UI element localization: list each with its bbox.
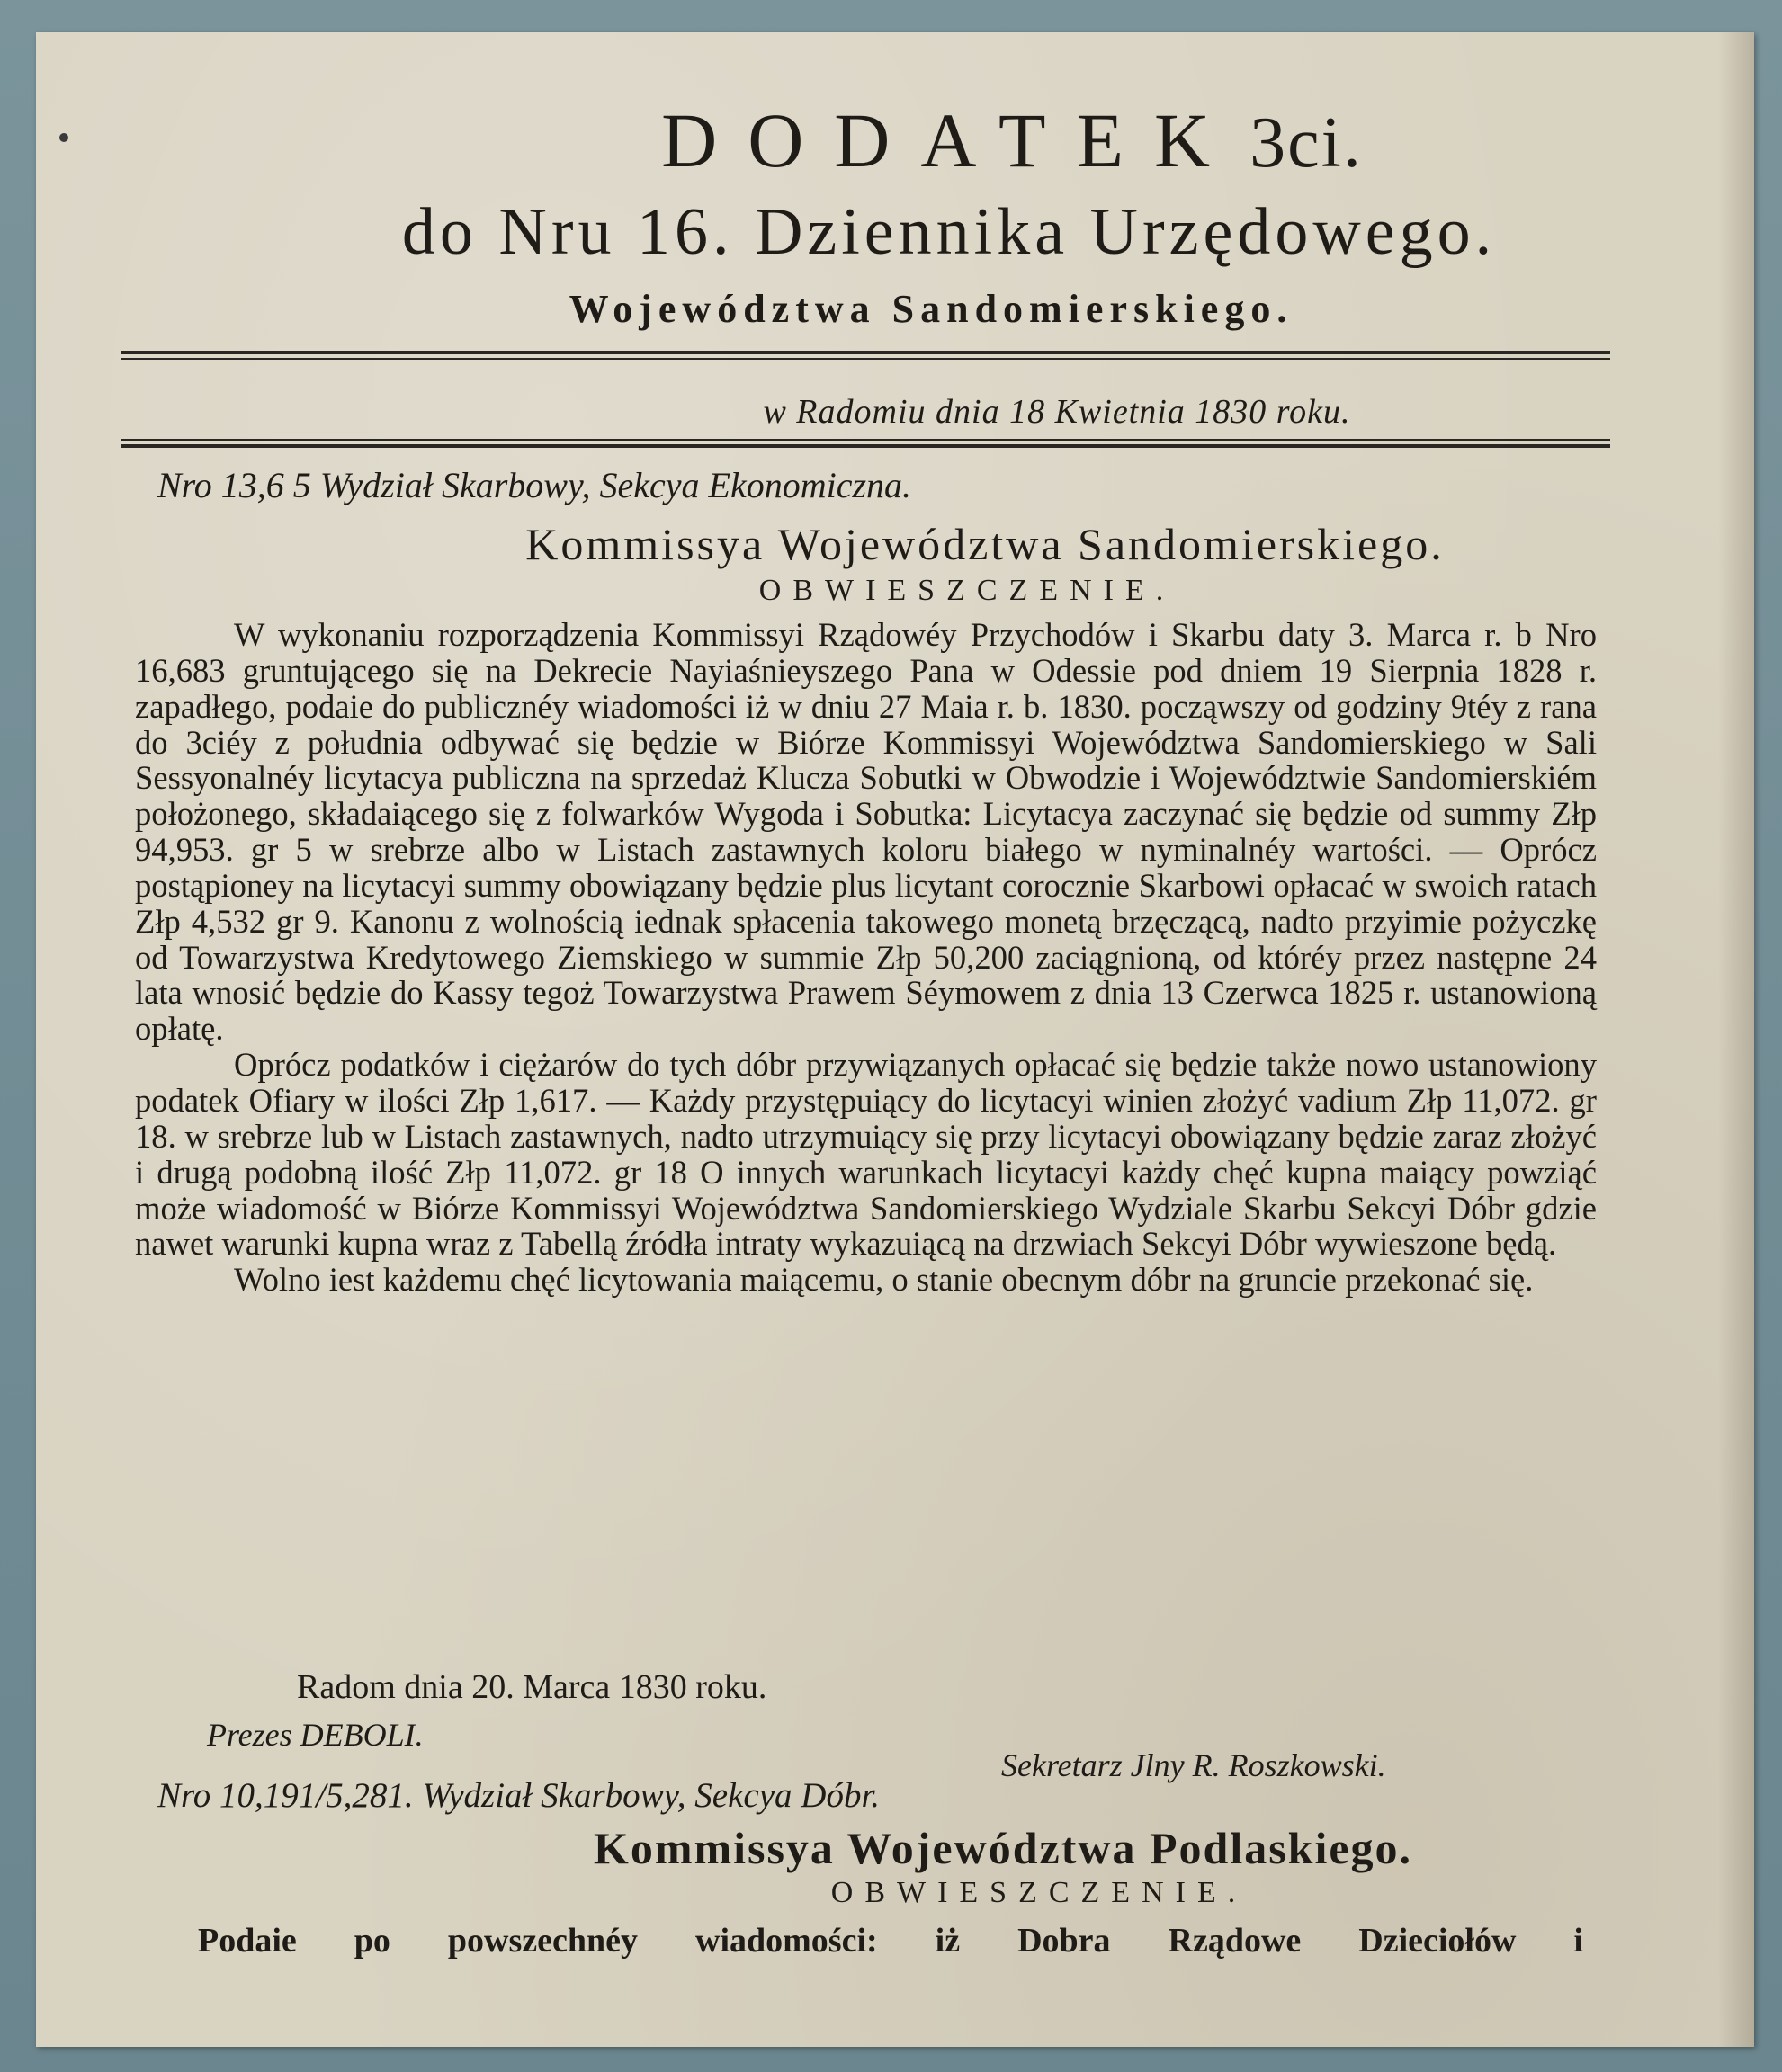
notice1-paragraph-3: Wolno iest każdemu chęć licytowania maiącemu, o stanie obecnym dóbr na gruncie przekonać się. (234, 1261, 1534, 1299)
header-rule-bottom-thick (121, 444, 1610, 448)
notice1-paragraph-1: W wykonaniu rozporządzenia Kommissyi Rządowéy Przychodów i Skarbu daty 3. Marca r. b Nro 16,683 gruntującego się na Dekrecie Nayiaśnieyszego Pana w Odessie pod dniem 19 Sierpnia 1828 r. zapadłego, podaie do publicznéy wiadomości iż w dniu 27 Maia r. b. 1830. począwszy od godziny 9téy z rana do 3ciéy z południa odbywać się będzie w Biórze Kommissyi Województwa Sandomierskiego w Sali Sessyonalnéy licytacya publiczna na sprzedaż Klucza Sobutki w Obwodzie i Województwie Sandomierskiém położonego, składaiącego się z folwarków Wygoda i Sobutka: Licytacya zaczynać się będzie od summy Złp 94,953. gr 5 w srebrze albo w Listach zastawnych koloru białego w nyminalnéy wartości. — Oprócz postąpioney na licytacyi summy obowiązany będzie plus licytant corocznie Skarbowi opłacać w swoich ratach Złp 4,532 gr 9. Kanonu z wolnością iednak spłacenia takowego monetą brzęczącą, nadto przyimie pożyczkę od Towarzystwa Kredytowego Ziemskiego w summie Złp 50,200 zaciągnioną, od któréy przez następne 24 lata wnosić będzie do Kassy tegoż Towarzystwa Prawem Séymowem z dnia 13 Czerwca 1825 r. ustanowioną opłatę. (135, 616, 1597, 1048)
notice1-place-date: Radom dnia 20. Marca 1830 roku. (297, 1668, 767, 1706)
notice1-body (135, 617, 1597, 1298)
notice1-commission: Kommissya Województwa Sandomierskiego. (525, 519, 1445, 569)
title-region: Województwa Sandomierskiego. (569, 287, 1294, 331)
notice2-first-line: Podaie po powszechnéy wiadomości: iż Dobra Rządowe Dzieciołów i (198, 1922, 1583, 1960)
header-rule-top (121, 351, 1610, 354)
header-rule-top-thin (121, 358, 1610, 360)
notice2-commission: Kommissya Województwa Podlaskiego. (593, 1823, 1413, 1873)
dateline: w Radomiu dnia 18 Kwietnia 1830 roku. (763, 393, 1351, 431)
notice2-heading: OBWIESZCZENIE. (830, 1876, 1248, 1909)
header-rule-bottom (121, 439, 1610, 441)
notice1-secretary-signature: Sekretarz Jlny R. Roszkowski. (1001, 1747, 1386, 1783)
notice1-president-signature: Prezes DEBOLI. (207, 1717, 424, 1753)
notice1-reference: Nro 13,6 5 Wydział Skarbowy, Sekcya Ekonomiczna. (157, 465, 912, 505)
title-suffix: 3ci. (1249, 103, 1363, 183)
title-main: DODATEK (661, 97, 1241, 183)
notice1-paragraph-2: Oprócz podatków i ciężarów do tych dóbr przywiązanych opłacać się będzie także nowo ustanowiony podatek Ofiary w ilości Złp 1,617. — Każdy przystępuiący do licytacyi winien złożyć vadium Złp 11,072. gr 18. w srebrze lub w Listach zastawnych, nadto utrzymuiący się przy licytacyi obowiązany będzie zaraz złożyć i drugą podobną ilość Złp 11,072. gr 18 O innych warunkach licytacyi każdy chęć kupna maiący powziąć może wiadomość w Biórze Kommissyi Województwa Sandomierskiego Wydziale Skarbu Sekcyi Dóbr gdzie nawet warunki kupna wraz z Tabellą źródła intraty wykazuiącą na drzwiach Sekcyi Dóbr wywieszone będą. (135, 1046, 1597, 1263)
notice2-reference: Nro 10,191/5,281. Wydział Skarbowy, Sekcya Dóbr. (157, 1776, 881, 1815)
document-page (36, 32, 1754, 2047)
page-edge-shadow (1718, 32, 1754, 2047)
notice1-heading: OBWIESZCZENIE. (758, 574, 1176, 607)
document-title (36, 95, 1782, 185)
title-subheading: do Nru 16. Dziennika Urzędowego. (401, 195, 1497, 269)
